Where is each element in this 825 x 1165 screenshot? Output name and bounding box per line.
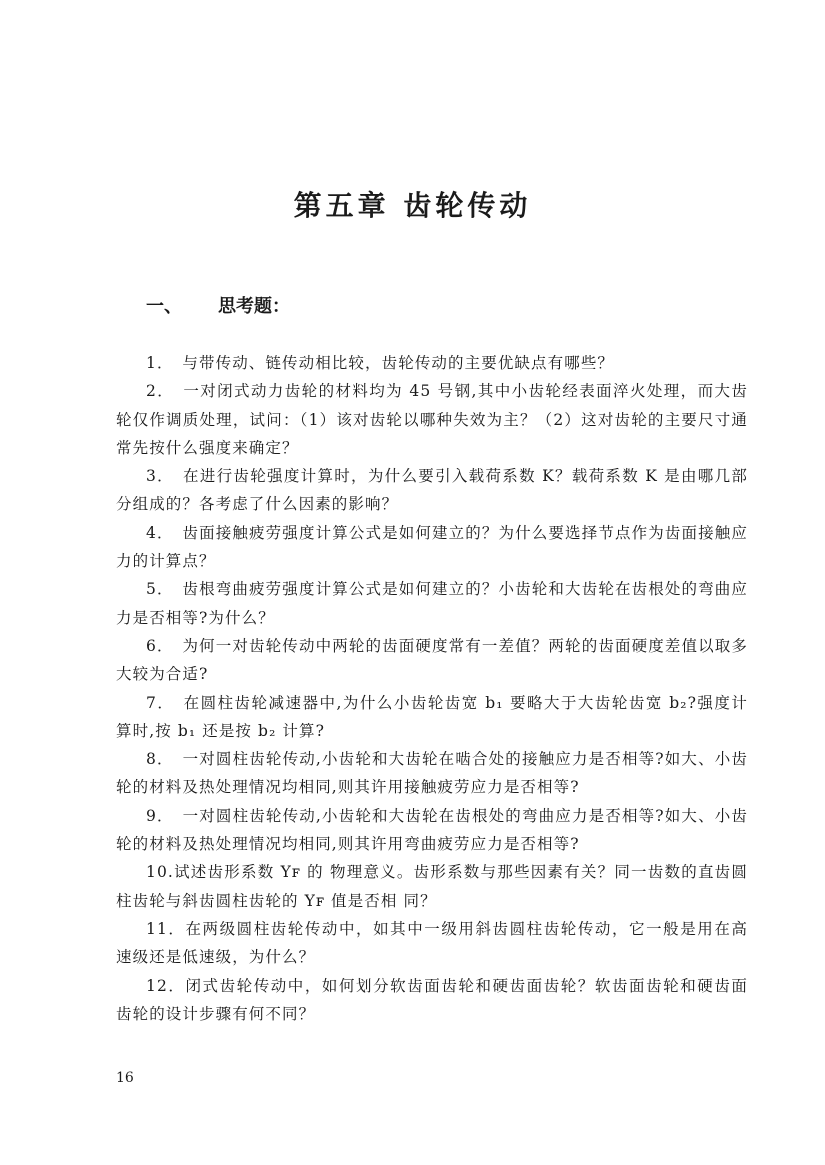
section-number: 一、 (146, 296, 182, 317)
question-4: 4． 齿面接触疲劳强度计算公式是如何建立的？为什么要选择节点作为齿面接触应力的计算点？ (116, 523, 748, 571)
chapter-title: 第五章 齿轮传动 (293, 189, 532, 222)
question-8: 8． 一对圆柱齿轮传动,小齿轮和大齿轮在啮合处的接触应力是否相等?如大、小齿轮的材料及热处理情况均相同,则其许用接触疲劳应力是否相等? (116, 750, 748, 797)
question-12: 12．闭式齿轮传动中，如何划分软齿面齿轮和硬齿面齿轮？软齿面齿轮和硬齿面齿轮的设计步骤有何不同？ (116, 976, 748, 1023)
question-3: 3． 在进行齿轮强度计算时，为什么要引入载荷系数 K？载荷系数 K 是由哪几部分组成的？各考虑了什么因素的影响？ (116, 467, 748, 514)
section-title: 思考题： (218, 296, 290, 317)
question-9: 9． 一对圆柱齿轮传动,小齿轮和大齿轮在齿根处的弯曲应力是否相等?如大、小齿轮的材料及热处理情况均相同,则其许用弯曲疲劳应力是否相等? (116, 806, 748, 854)
question-2: 2． 一对闭式动力齿轮的材料均为 45 号钢,其中小齿轮经表面淬火处理，而大齿轮仅作调质处理，试问：（1）该对齿轮以哪种失效为主？（2）这对齿轮的主要尺寸通常先按什么强度来确定？ (116, 382, 748, 457)
question-6: 6． 为何一对齿轮传动中两轮的齿面硬度常有一差值？两轮的齿面硬度差值以取多大较为合适? (116, 636, 748, 684)
section-heading (146, 292, 290, 318)
question-5: 5． 齿根弯曲疲劳强度计算公式是如何建立的？小齿轮和大齿轮在齿根处的弯曲应力是否相等?为什么？ (116, 580, 748, 627)
question-10: 10.试述齿形系数 Yꜰ 的 物理意义。齿形系数与那些因素有关？同一齿数的直齿圆柱齿轮与斜齿圆柱齿轮的 Yꜰ 值是否相 同？ (116, 863, 748, 910)
page-number: 16 (116, 1070, 134, 1086)
question-7: 7． 在圆柱齿轮减速器中,为什么小齿轮齿宽 b₁ 要略大于大齿轮齿宽 b₂?强度计算时,按 b₁ 还是按 b₂ 计算? (116, 693, 748, 740)
question-1: 1． 与带传动、链传动相比较，齿轮传动的主要优缺点有哪些？ (146, 354, 615, 372)
question-list (116, 349, 748, 1028)
question-11: 11．在两级圆柱齿轮传动中，如其中一级用斜齿圆柱齿轮传动，它一般是用在高速级还是低速级，为什么？ (116, 919, 748, 967)
